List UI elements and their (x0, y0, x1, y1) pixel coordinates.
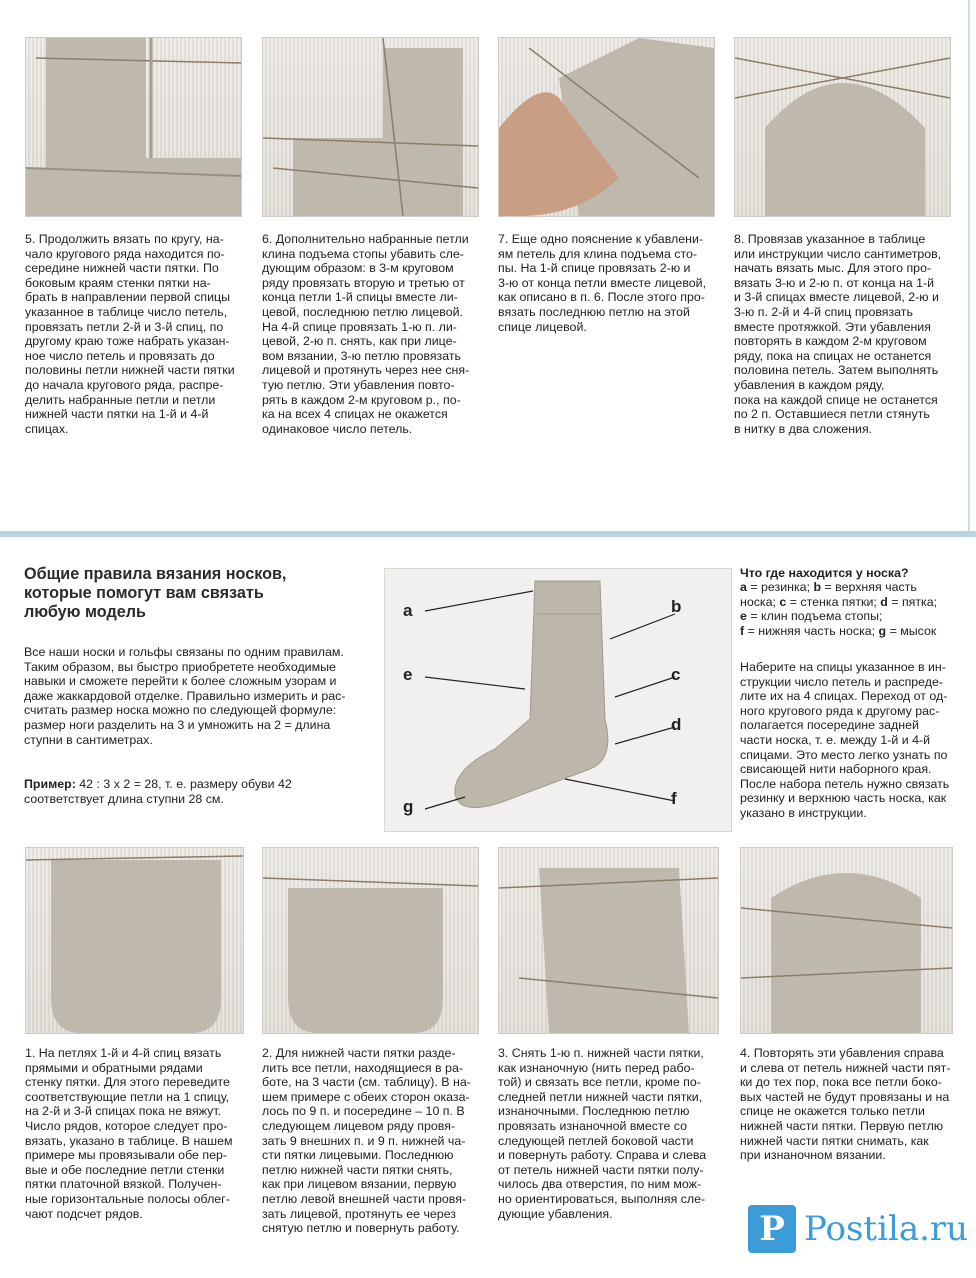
knit-hands-illustration (499, 38, 714, 216)
photo-step-6 (262, 37, 479, 217)
step-5-text: 5. Продолжить вязать по кругу, на- чало кругового ряда находится по- середине нижней части пятки. По боковым краям стенки пятки на- брать в направлении первой спицы указанное в таблице число петель, провязать петли 2-й и 3-й спиц, по другому краю тоже набрать указан- ное число петель и провязать до половины петли нижней части пятки до начала кругового ряда, распре- делить набранные петли и петли нижней части пятки на 1-й и 4-й спицах. (25, 232, 235, 436)
part-key-d: d (880, 594, 888, 609)
part-desc-b: = верхняя часть носка; (740, 580, 917, 609)
label-d: d (671, 715, 682, 734)
label-e: e (403, 665, 413, 684)
sock-diagram (384, 568, 732, 832)
part-desc-d: = пятка; (891, 594, 938, 609)
heel-bottom-illustration (741, 848, 952, 1033)
part-desc-f: = нижняя часть носка; (744, 623, 879, 638)
part-key-c: c (779, 594, 787, 609)
page-edge-line (968, 0, 970, 531)
part-key-a: a (740, 580, 747, 594)
part-desc-a: = резинка; (746, 580, 814, 594)
label-b: b (671, 597, 682, 616)
heel-holes-illustration (499, 848, 718, 1033)
photo-step-2 (262, 847, 479, 1034)
part-key-f: f (740, 623, 745, 638)
knit-toe-illustration (735, 38, 950, 216)
step-4-text: 4. Повторять эти убавления справа и слева от петель нижней части пят- ки до тех пор, пока все петли боко- вых частей не будут провязаны и на спице не окажется только петли нижней части пятки. Первую петлю нижней части пятки снимать, как при изнаночном вязании. (740, 1046, 951, 1163)
photo-step-4 (740, 847, 953, 1034)
photo-step-5 (25, 37, 242, 217)
step-6-text: 6. Дополнительно набранные петли клина подъема стопы убавить сле- дующим образом: в 3-м круговом ряду провязать вторую и третью от конца петли 1-й спицы вместе ли- цевой, последнюю петлю лицевой. На 4-й спице провязать 1-ю п. ли- цевой, 2-ю п. снять, как при лице- вом вязании, 3-ю петлю провязать лицевой и протянуть через нее сня- тую петлю. Эти убавления повто- рять в каждом 2-м круговом р., по- ка на всех 4 спицах не окажется одинаковое число петель. (262, 232, 470, 436)
photo-step-3 (498, 847, 719, 1034)
intro-text: Все наши носки и гольфы связаны по одним правилам. Таким образом, вы быстро приобретете необходимые навыки и сможете перейти к более сложным узорам и даже жаккардовой отделке. Правильно измерить и рас- считать размер носка можно по следующей формуле: размер ноги разделить на 3 и умножить на 2 = длина ступни в сантиметрах. (24, 645, 346, 747)
part-key-g: g (878, 623, 887, 638)
step-1-text: 1. На петлях 1-й и 4-й спиц вязать прямыми и обратными рядами стенку пятки. Для этого переведите соответствующие петли на 1 спицу, на 2-й и 3-й спицах пока не вяжут. Число рядов, которое следует про- вязать, указано в таблице. В нашем примере мы провязывали обе пер- вые и обе последние петли стенки пятки платочной вязкой. Получен- ные горизонтальные полосы облег- чают подсчет рядов. (25, 1046, 233, 1221)
step-7-text: 7. Еще одно пояснение к убавлени- ям петель для клина подъема сто- пы. На 1-й спице провязать 2-ю и 3-ю от конца петли вместе лицевой, как описано в п. 6. После этого про- вязать последнюю петлю на этой спице лицевой. (498, 232, 707, 334)
label-a: a (403, 601, 413, 620)
section-heading: Общие правила вязания носков, которые помогут вам связать любую модель (24, 565, 287, 621)
label-f: f (671, 789, 677, 808)
part-desc-e: = клин подъема стопы; (750, 609, 883, 624)
label-c: c (671, 665, 681, 684)
example-label: Пример: (24, 777, 76, 791)
step-3-text: 3. Снять 1-ю п. нижней части пятки, как изнаночную (нить перед рабо- той) и связать все петли, кроме по- следней петли нижней части пятки, изнаночными. Последнюю петлю провязать изнаночной вместе со следующей петлей боковой части и повернуть работу. Справа и слева от петель нижней части пятки полу- чилось два отверстия, по ним мож- но ориентироваться, выполняя сле- дующие убавления. (498, 1046, 707, 1221)
parts-title: Что где находится у носка? (740, 566, 909, 580)
knit-sock-gusset-illustration (263, 38, 478, 216)
heel-turn-illustration (263, 848, 478, 1033)
part-desc-c: = стенка пятки; (786, 594, 881, 609)
example-text (24, 777, 369, 806)
step-8-text: 8. Провязав указанное в таблице или инструкции число сантиметров, начать вязать мыс. Для этого про- вязать 3-ю и 2-ю п. от конца на 1-й и 3-й спицах вместе лицевой, 2-ю и 3-ю п. 2-й и 4-й спиц провязать вместе протяжкой. Эти убавления повторять в каждом 2-м круговом ряду, пока на спицах не останется половина петель. Затем выполнять убавления в каждом ряду, пока на каждой спице не останется по 2 п. Оставшиеся петли стянуть в нитку в два сложения. (734, 232, 942, 436)
watermark-logo-icon: P (748, 1205, 796, 1253)
step-2-text: 2. Для нижней части пятки разде- лить все петли, находящиеся в ра- боте, на 3 части (см. таблицу). В на- шем примере с обеих сторон оказа- лось по 9 п. и посередине – 10 п. В следующем лицевом ряду провя- зать 9 внешних п. и 9 п. нижней ча- сти пятки лицевыми. Последнюю петлю нижней части пятки снять, как при лицевом вязании, первую петлю левой внешней части провя- зать лицевой, протянуть ее через снятую петлю и повернуть работу. (262, 1046, 471, 1236)
part-desc-g: = мысок (886, 623, 937, 638)
knit-sock-heel-illustration (26, 38, 241, 216)
photo-step-1 (25, 847, 244, 1034)
part-key-b: b (813, 580, 822, 594)
top-section (0, 0, 976, 531)
watermark (748, 1205, 968, 1253)
part-key-e: e (740, 609, 747, 624)
cast-on-instructions: Наберите на спицы указанное в ин- струкции число петель и распреде- лите их на 4 спицах. Переход от од- ного кругового ряда к другому рас- полагается посередине задней части носка, т. е. между 1-й и 4-й спицами. Это место легко узнать по свисающей нити наборного края. После набора петель нужно связать резинку и верхнюю часть носка, как указано в инструкции. (740, 660, 950, 820)
example-body: 42 : 3 x 2 = 28, т. е. размеру обуви 42 соответствует длина ступни 28 см. (24, 777, 292, 806)
label-g: g (403, 797, 414, 816)
watermark-text: Postila.ru (804, 1209, 969, 1249)
photo-step-7 (498, 37, 715, 217)
parts-list (740, 580, 965, 638)
heel-flap-illustration (26, 848, 243, 1033)
photo-step-8 (734, 37, 951, 217)
